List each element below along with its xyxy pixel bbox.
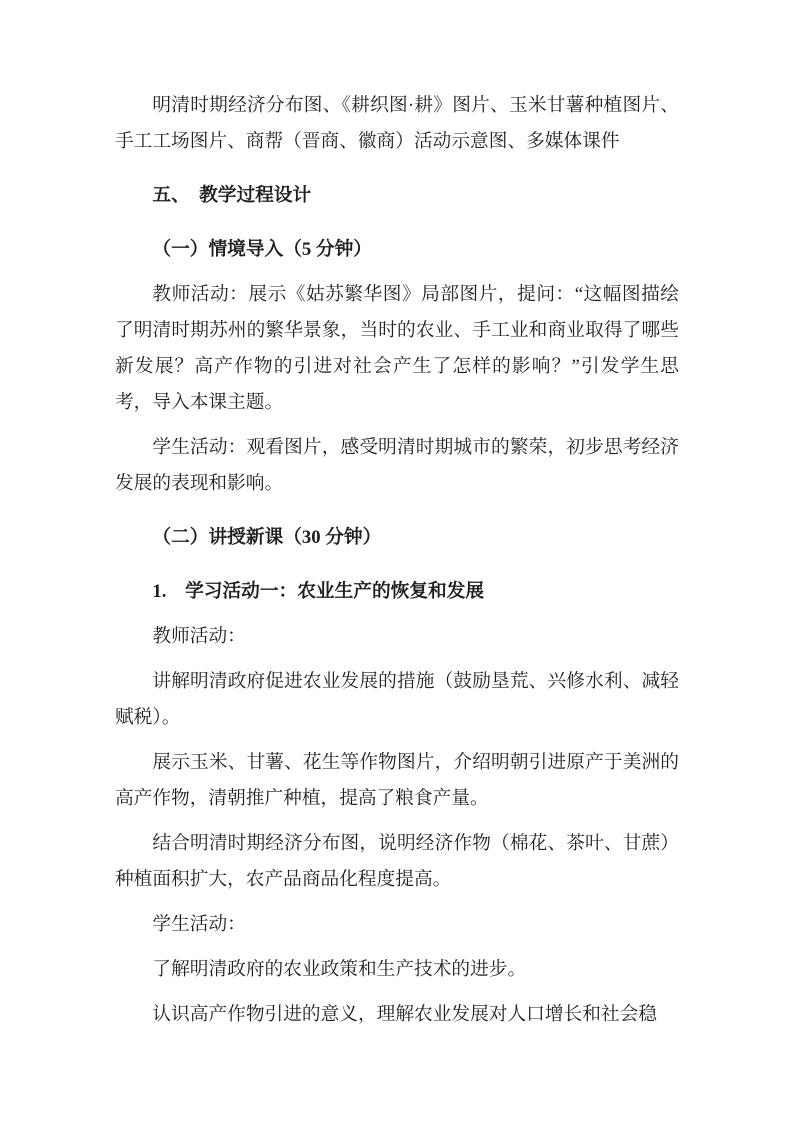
teacher-activity-introduction-paragraph: 教师活动：展示《姑苏繁华图》局部图片，提问：“这幅图描绘了明清时期苏州的繁华景象，当时的农业、手工业和商业取得了哪些新发展？高产作物的引进对社会产生了怎样的影响？”引发学生思考，导入本课主题。: [115, 284, 679, 413]
teaching-aids-paragraph: 明清时期经济分布图、《耕织图·耕》图片、玉米甘薯种植图片、手工工场图片、商帮（晋商、徽商）活动示意图、多媒体课件: [115, 95, 679, 152]
subsection-heading-new-lesson: （二）讲授新课（30 分钟）: [152, 527, 382, 548]
student-activity-point-policy: 了解明清政府的农业政策和生产技术的进步。: [152, 959, 527, 980]
subsection-heading-situation-introduction: （一）情境导入（5 分钟）: [152, 239, 372, 260]
teacher-activity-label: 教师活动：: [152, 626, 246, 647]
student-activity-introduction-paragraph: 学生活动：观看图片，感受明清时期城市的繁荣，初步思考经济发展的表现和影响。: [115, 437, 679, 494]
teacher-activity-point-economic-crops: 结合明清时期经济分布图，说明经济作物（棉花、茶叶、甘蔗）种植面积扩大，农产品商品化程度提高。: [115, 833, 679, 890]
activity-heading-agriculture-recovery: 1. 学习活动一：农业生产的恢复和发展: [152, 581, 485, 602]
student-activity-point-significance: 认识高产作物引进的意义，理解农业发展对人口增长和社会稳: [152, 1004, 657, 1025]
section-heading-teaching-process-design: 五、 教学过程设计: [152, 185, 312, 206]
teacher-activity-point-crops: 展示玉米、甘薯、花生等作物图片，介绍明朝引进原产于美洲的高产作物，清朝推广种植，提高了粮食产量。: [115, 752, 679, 809]
student-activity-label: 学生活动：: [152, 914, 246, 935]
teacher-activity-point-measures: 讲解明清政府促进农业发展的措施（鼓励垦荒、兴修水利、减轻赋税）。: [115, 671, 679, 728]
